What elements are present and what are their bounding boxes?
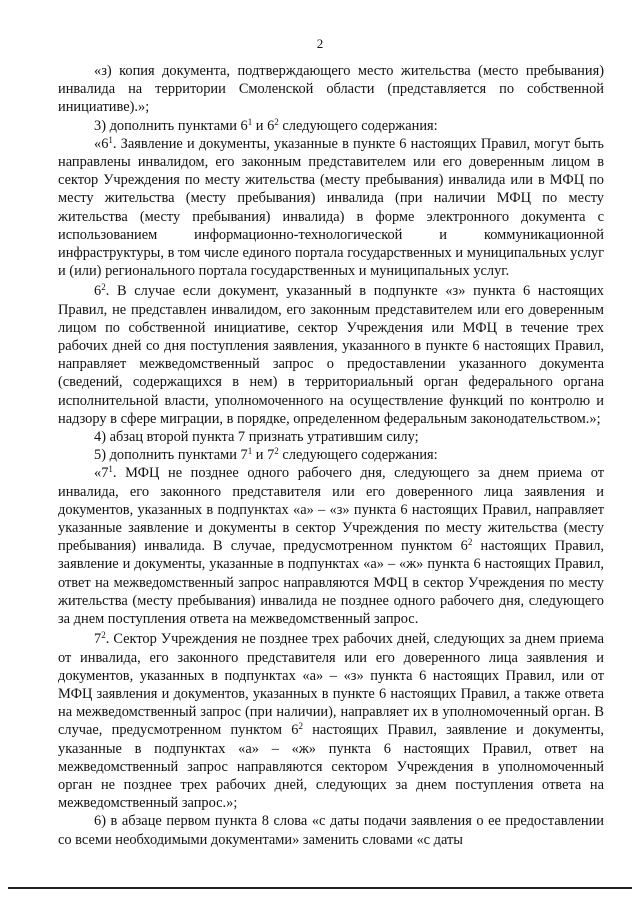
superscript: 1 xyxy=(247,116,253,127)
superscript: 2 xyxy=(101,282,106,293)
superscript: 1 xyxy=(108,464,113,475)
paragraph-amendment-5: 5) дополнить пунктами $7^1$ и $7^2$ следующего содержания: xyxy=(94,446,438,464)
page-number: 2 xyxy=(316,36,324,51)
document-body xyxy=(58,62,604,849)
paragraph-point-7-1: «$7^1$. МФЦ не позднее одного рабочего дня, следующего за днем приема от инвалида, его законного представителя или его доверенного лица заявления и документов, указанных в подпунктах «а» – «з» пункта 6 настоящих Правил, направляет указанные заявление и документы в сектор Учреждения по месту жительства (месту пребывания) инвалида. В случае, предусмотренном пунктом $6^2$ настоящих Правил, заявление и документы, указанные в подпунктах «а» – «ж» пункта 6 настоящих Правил, ответ на межведомственный запрос направляются МФЦ в сектор Учреждения по месту жительства (месту пребывания) инвалида не позднее одного рабочего дня, следующего за днем поступления ответа на межведомственный запрос. xyxy=(58,464,604,628)
superscript: 1 xyxy=(247,446,253,457)
paragraph-amendment-6: 6) в абзаце первом пункта 8 слова «с даты подачи заявления о ее предоставлении со всеми необходимыми документами» заменить словами «с даты xyxy=(58,813,604,848)
paragraph-point-6-2: $6^2$. В случае если документ, указанный в подпункте «з» пункта 6 настоящих Правил, не представлен инвалидом, его законным представителем или его доверенным лицом по собственной инициативе, сектор Учреждения или МФЦ в течение трех рабочих дней со дня поступления заявления, указанного в пункте 6 настоящих Правил, направляет межведомственный запрос о предоставлении указанного документа (сведений, содержащихся в нем) в территориальный орган федерального органа исполнительной власти, уполномоченного на осуществление функций по контролю и надзору в сфере миграции, в порядке, определенном федеральным законодательством.»; xyxy=(58,282,604,427)
paragraph-point-7-2: $7^2$. Сектор Учреждения не позднее трех рабочих дней, следующих за днем приема от инвалида, его законного представителя или его доверенного лица заявления и документов, указанных в подпунктах «а» – «з» пункта 6 настоящих Правил, или от МФЦ заявления и документов, указанных в пункте 6 настоящих Правил, а также ответа на межведомственный запрос (при наличии), направляет их в уполномоченный орган. В случае, предусмотренном пунктом $6^2$ настоящих Правил, заявление и документы, указанные в подпунктах «а» – «ж» пункта 6 настоящих Правил, ответ на межведомственный запрос направляются сектором Учреждения в уполномоченный орган не позднее трех рабочих дней, следующих за днем поступления ответа на межведомственный запрос.»; xyxy=(58,630,604,812)
paragraph-point-6-1: «$6^1$. Заявление и документы, указанные в пункте 6 настоящих Правил, могут быть направлены инвалидом, его законным представителем или его доверенным лицом в сектор Учреждения по месту жительства (месту пребывания) инвалида или в МФЦ по месту жительства (месту пребывания) инвалида (при наличии МФЦ по месту жительства (месту пребывания) инвалида) в форме электронного документа с использованием информационно-технологической и коммуникационной инфраструктуры, в том числе единого портала государственных и муниципальных услуг и (или) регионального портала государственных и муниципальных услуг. xyxy=(58,134,604,280)
superscript: 2 xyxy=(467,537,473,548)
superscript: 2 xyxy=(298,721,303,732)
superscript: 2 xyxy=(274,446,279,457)
paragraph-amendment-3: 3) дополнить пунктами $6^1$ и $6^2$ следующего содержания: xyxy=(94,116,438,134)
bottom-rule xyxy=(8,887,632,889)
paragraph-item-z-copy: «з) копия документа, подтверждающего место жительства (место пребывания) инвалида на территории Смоленской области (представляется по собственной инициативе).»; xyxy=(58,63,604,116)
superscript: 2 xyxy=(274,116,279,127)
superscript: 1 xyxy=(108,134,113,145)
paragraph-amendment-4: 4) абзац второй пункта 7 признать утратившим силу; xyxy=(94,429,419,446)
superscript: 2 xyxy=(101,630,106,641)
